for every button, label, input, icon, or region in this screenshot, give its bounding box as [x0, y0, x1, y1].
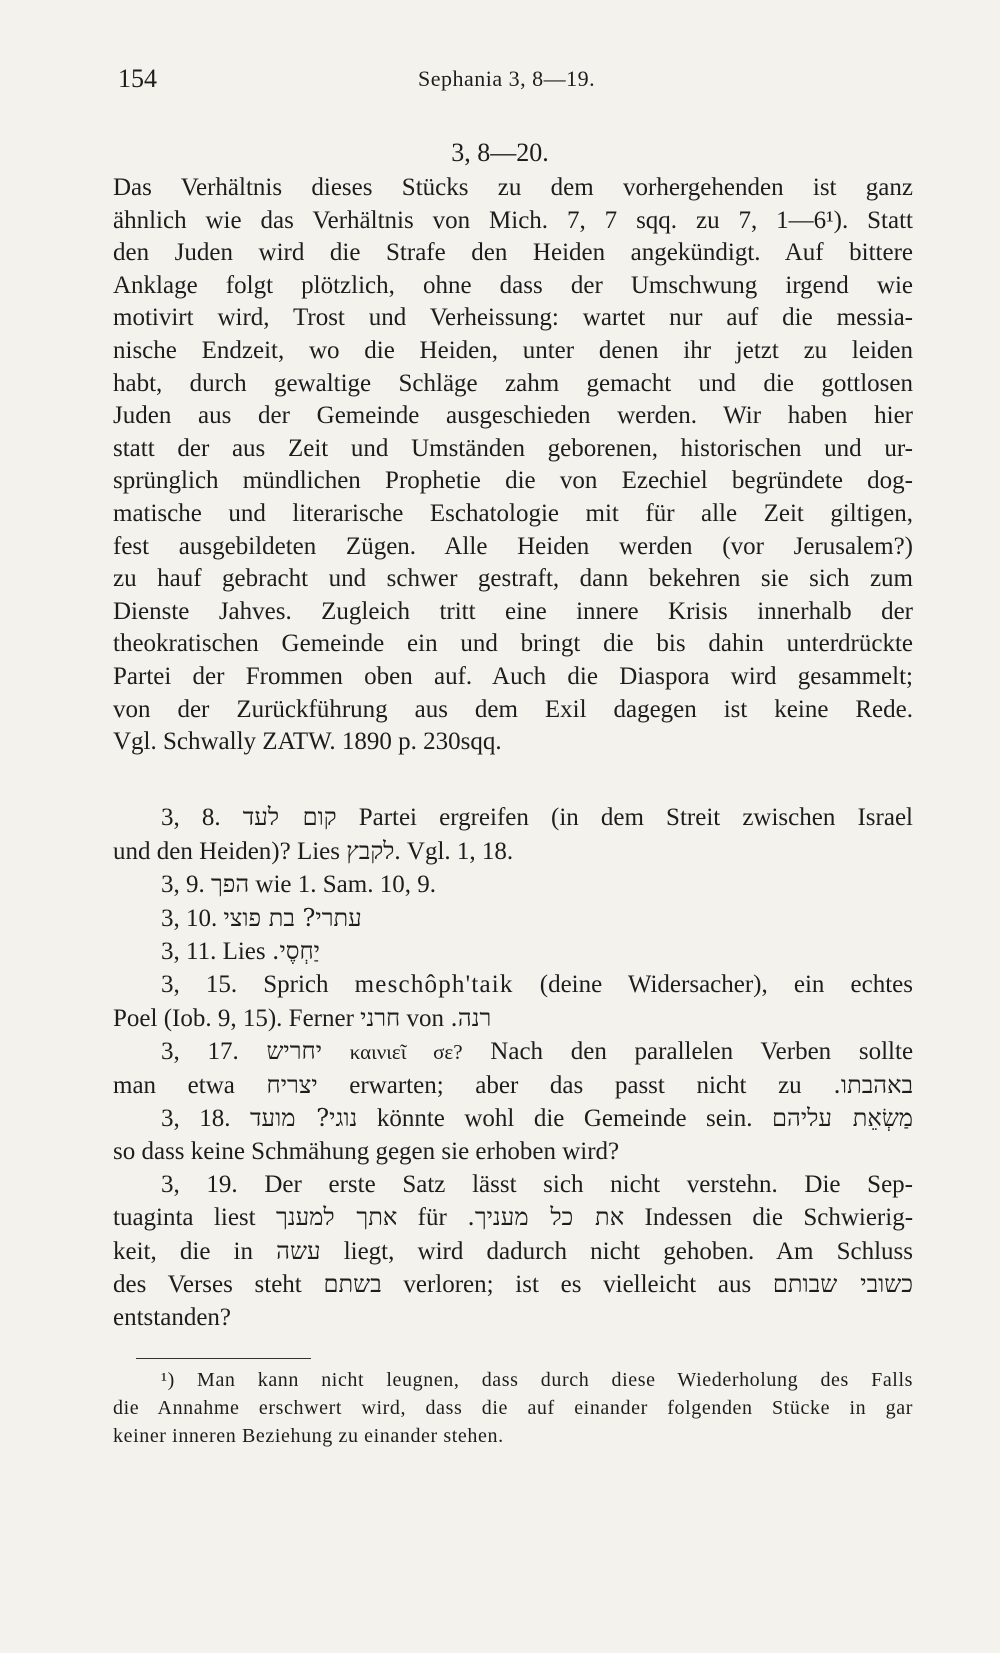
note-text: . Vgl. 1, 18.	[394, 837, 514, 865]
note-text-spaced: meschôph'taik	[354, 970, 514, 998]
hebrew-text: הפך	[211, 870, 250, 899]
verse-ref: 3, 8.	[161, 804, 221, 831]
note-3-17-line2	[113, 1069, 913, 1103]
text-line: ähnlich wie das Verhältnis von Mich. 7, 7 sqq. zu 7, 1—6¹). Statt	[113, 206, 913, 234]
note-text: für	[417, 1204, 447, 1232]
hebrew-text: בשתם	[323, 1270, 382, 1299]
hebrew-text: נוגי? מועד	[249, 1104, 358, 1133]
page-number: 154	[118, 64, 157, 93]
note-text: (deine Widersacher), ein echtes	[539, 970, 914, 998]
note-text: des Verses steht	[113, 1271, 302, 1299]
note-text: Poel (Iob. 9, 15). Ferner	[113, 1004, 354, 1032]
note-text: Sprich	[263, 970, 329, 998]
footnotes	[113, 1366, 913, 1450]
section-title: 3, 8—20.	[451, 138, 549, 167]
note-3-19-line2	[113, 1201, 913, 1235]
greek-text: καινιεῖ σε?	[349, 1040, 463, 1065]
note-text: wie 1. Sam. 10, 9.	[255, 871, 436, 899]
note-3-8-line1	[113, 801, 913, 835]
text-line: habt, durch gewaltige Schläge zahm gemacht und die gottlosen	[113, 369, 913, 397]
text-line: Anklage folgt plötzlich, ohne dass der Umschwung irgend wie	[113, 271, 913, 299]
note-text: keit, die in	[113, 1237, 254, 1265]
note-3-15-line1	[113, 969, 913, 1002]
hebrew-text: יצריח	[266, 1070, 318, 1099]
hebrew-text: כשובי שבותם	[772, 1270, 914, 1299]
note-3-19-line1	[113, 1169, 913, 1202]
verse-ref: 3, 10.	[161, 904, 218, 932]
text-line: den Juden wird die Strafe den Heiden angekündigt. Auf bittere	[113, 239, 913, 267]
note-text: Der erste Satz lässt sich nicht verstehn. Die Sep-	[264, 1170, 913, 1198]
text-line: zu hauf gebracht und schwer gestraft, dann bekehren sie sich zum	[113, 565, 913, 593]
verse-ref: 3, 9.	[161, 871, 205, 899]
verse-ref: 3, 11.	[161, 938, 217, 966]
text-line: statt der aus Zeit und Umständen geborenen, historischen und ur-	[113, 434, 913, 462]
hebrew-text: יחריש	[266, 1037, 323, 1066]
note-3-10	[113, 902, 913, 936]
text-line: theokratischen Gemeinde ein und bringt die bis dahin unterdrückte	[113, 630, 913, 658]
text-line: motivirt wird, Trost und Verheissung: wartet nur auf die messia-	[113, 304, 913, 332]
hebrew-text: אתך למענך	[276, 1203, 398, 1232]
hebrew-text: רנה.	[450, 1003, 492, 1032]
note-3-17-line1	[113, 1035, 913, 1069]
hebrew-text: מַשְׂאֵת עליהם	[772, 1104, 914, 1133]
note-text: liegt, wird dadurch nicht gehoben. Am Schluss	[343, 1237, 914, 1265]
verse-ref: 3, 15.	[161, 970, 238, 998]
note-3-15-line2	[113, 1002, 913, 1036]
note-text: könnte wohl die Gemeinde sein.	[376, 1105, 753, 1133]
text-line: sprünglich mündlichen Prophetie die von Ezechiel begründete dog-	[113, 467, 913, 495]
running-head: Sephania 3, 8—19.	[418, 66, 596, 91]
footnote-line: die Annahme erschwert wird, dass die auf einander folgenden Stücke in gar	[113, 1397, 913, 1419]
note-3-19-line3	[113, 1235, 913, 1269]
note-3-18-line1	[113, 1102, 913, 1136]
note-3-9	[113, 868, 913, 902]
hebrew-text: חרני	[360, 1003, 401, 1032]
hebrew-text: קום לעד	[242, 803, 337, 831]
note-text: Indessen die Schwierig-	[644, 1204, 914, 1232]
text-line: Das Verhältnis dieses Stücks zu dem vorhergehenden ist ganz	[113, 174, 913, 201]
note-text: man etwa	[113, 1071, 235, 1099]
text-line: Partei der Frommen oben auf. Auch die Diaspora wird gesammelt;	[113, 662, 913, 690]
footnote-line: keiner inneren Beziehung zu einander stehen.	[113, 1425, 504, 1447]
hebrew-text: את כל מעניך.	[467, 1203, 625, 1232]
note-text: Nach den parallelen Verben sollte	[490, 1038, 914, 1066]
note-text: Lies	[222, 938, 266, 966]
verse-ref: 3, 19.	[161, 1170, 238, 1198]
hebrew-text: עשה	[276, 1236, 321, 1265]
text-line: Dienste Jahves. Zugleich tritt eine innere Krisis innerhalb der	[113, 597, 913, 625]
hebrew-text: יַחְסֶי.	[271, 937, 320, 966]
intro-paragraph	[113, 172, 913, 759]
hebrew-text: עתרי? בת פוצי	[223, 903, 362, 932]
note-text: von	[406, 1004, 445, 1032]
note-3-19-line5: entstanden?	[113, 1303, 232, 1331]
verse-notes	[113, 801, 913, 1335]
note-3-8-line2	[113, 835, 913, 869]
note-3-19-line4	[113, 1268, 913, 1302]
note-text: verloren; ist es vielleicht aus	[403, 1271, 752, 1299]
footnote-line: ¹) Man kann nicht leugnen, dass durch diese Wiederholung des Falls	[161, 1369, 913, 1391]
text-line: matische und literarische Eschatologie mit für alle Zeit giltigen,	[113, 499, 913, 527]
note-text: Partei ergreifen (in dem Streit zwischen Israel	[358, 804, 913, 831]
footnote-divider	[136, 1358, 311, 1359]
verse-ref: 3, 18.	[161, 1105, 231, 1133]
text-line: fest ausgebildeten Zügen. Alle Heiden werden (vor Jerusalem?)	[113, 532, 913, 560]
verse-ref: 3, 17.	[161, 1038, 239, 1066]
text-line: nische Endzeit, wo die Heiden, unter denen ihr jetzt zu leiden	[113, 336, 913, 364]
note-3-11	[113, 935, 913, 969]
hebrew-text: לקבץ	[346, 836, 395, 865]
page-header	[118, 64, 910, 100]
note-3-18-line2: so dass keine Schmähung gegen sie erhoben wird?	[113, 1137, 620, 1165]
note-text: erwarten; aber das passt nicht zu	[349, 1071, 802, 1099]
hebrew-text: באהבתו.	[833, 1070, 914, 1099]
text-line: Vgl. Schwally ZATW. 1890 p. 230sqq.	[113, 728, 502, 756]
text-line: Juden aus der Gemeinde ausgeschieden werden. Wir haben hier	[113, 402, 913, 430]
text-line: von der Zurückführung aus dem Exil dagegen ist keine Rede.	[113, 695, 913, 723]
note-text: und den Heiden)? Lies	[113, 837, 341, 865]
note-text: tuaginta liest	[113, 1204, 256, 1232]
